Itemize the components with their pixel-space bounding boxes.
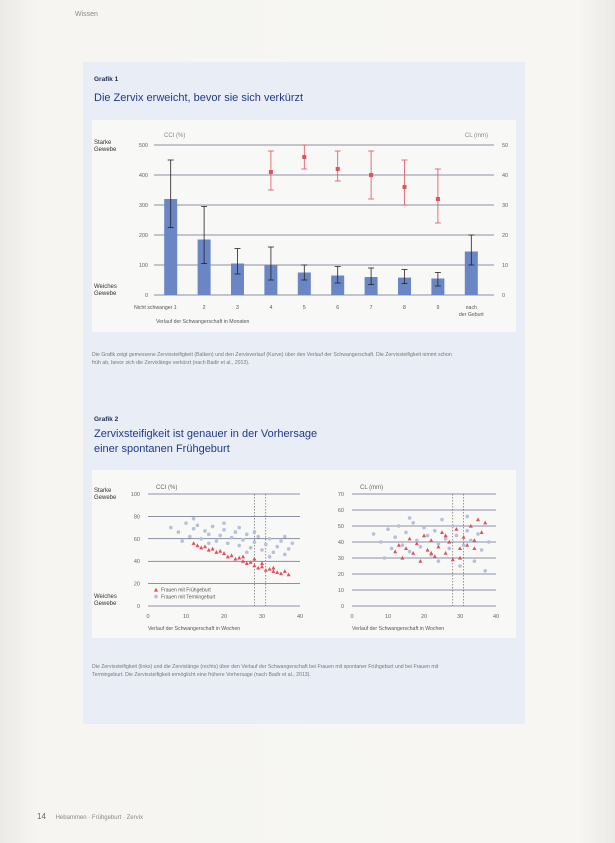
x-tick: 10 — [182, 614, 190, 620]
data-point-term — [253, 540, 257, 544]
data-point-preterm — [444, 551, 448, 555]
data-point-term — [291, 541, 295, 545]
x-tick: 20 — [220, 614, 228, 620]
data-point-preterm — [245, 561, 249, 565]
data-point-preterm — [404, 546, 408, 550]
data-point-term — [192, 517, 196, 521]
data-point-preterm — [408, 537, 412, 541]
data-point-preterm — [218, 549, 222, 553]
data-point-preterm — [418, 559, 422, 563]
data-point-preterm — [411, 551, 415, 555]
y-tick-right: 20 — [502, 233, 509, 239]
data-point-term — [283, 553, 287, 557]
data-point-preterm — [444, 533, 448, 537]
x-tick-label: 4 — [269, 305, 273, 311]
data-point — [302, 155, 306, 159]
data-point-preterm — [195, 543, 199, 547]
data-point-preterm — [222, 551, 226, 555]
x-tick-label: der Geburt — [458, 312, 484, 318]
data-point-term — [465, 515, 469, 519]
data-point-preterm — [476, 517, 480, 521]
running-header: Wissen — [75, 11, 98, 18]
graph1-chart — [92, 120, 516, 332]
data-point-term — [199, 537, 203, 541]
data-point-term — [272, 550, 276, 554]
data-point-term — [480, 548, 484, 552]
axis-left-title: CCI (%) — [164, 133, 186, 139]
data-point-preterm — [233, 557, 237, 561]
data-point-preterm — [433, 554, 437, 558]
data-point-preterm — [237, 556, 241, 560]
legend-marker-term — [154, 595, 158, 599]
y-tick: 100 — [130, 492, 140, 498]
data-point-preterm — [199, 546, 203, 550]
data-point-preterm — [203, 544, 207, 548]
data-point-preterm — [211, 547, 215, 551]
data-point-term — [253, 530, 257, 534]
y-tick: 30 — [337, 556, 344, 562]
data-point-preterm — [264, 568, 268, 572]
y-tick-left: 0 — [144, 293, 148, 299]
x-tick: 10 — [384, 614, 392, 620]
x-axis-title: Verlauf der Schwangerschaft in Wochen — [148, 626, 241, 632]
data-point-preterm — [469, 524, 473, 528]
graph2-title-line2: einer spontanen Frühgeburt — [94, 443, 230, 455]
y-tick-right: 30 — [502, 203, 509, 209]
data-point-preterm — [283, 569, 287, 573]
data-point-preterm — [454, 527, 458, 531]
data-point-preterm — [393, 549, 397, 553]
data-point-term — [203, 529, 207, 533]
data-point — [403, 185, 407, 189]
data-point-preterm — [483, 521, 487, 525]
x-tick: 30 — [258, 614, 266, 620]
legend-label-preterm: Frauen mit Frühgeburt — [161, 587, 211, 594]
x-tick-label: 6 — [336, 305, 340, 311]
data-point-term — [207, 541, 211, 545]
data-point-preterm — [279, 571, 283, 575]
data-point-preterm — [440, 530, 444, 534]
data-point-term — [440, 518, 444, 522]
data-point-term — [390, 547, 394, 551]
data-point-preterm — [260, 565, 264, 569]
data-point-preterm — [271, 566, 275, 570]
data-point-term — [218, 534, 222, 538]
data-point — [269, 170, 273, 174]
data-point-term — [379, 540, 383, 544]
y-tick-left: 500 — [138, 143, 148, 149]
y-tick-left: 200 — [138, 233, 148, 239]
data-point-preterm — [429, 538, 433, 542]
page-footer — [37, 812, 143, 821]
y-tick: 10 — [337, 588, 344, 594]
graph2-tag: Grafik 2 — [94, 416, 119, 423]
data-point-term — [180, 539, 184, 543]
data-point-term — [260, 548, 264, 552]
data-point-term — [487, 540, 491, 544]
data-point-term — [226, 541, 230, 545]
data-point-term — [177, 530, 181, 534]
data-point-term — [469, 539, 473, 543]
data-point-term — [393, 535, 397, 539]
data-point-term — [211, 525, 215, 529]
footer-text: Hebammen · Frühgeburt · Zervix — [55, 815, 143, 821]
data-point-term — [408, 516, 412, 520]
graph1-softness-label: Weiches Gewebe — [94, 284, 117, 297]
data-point-term — [241, 538, 245, 542]
y-tick: 60 — [133, 536, 140, 543]
graph2-chart — [92, 470, 516, 638]
axis-right-title: CL (mm) — [464, 133, 488, 139]
data-point-preterm — [472, 538, 476, 542]
graph1-caption: Die Grafik zeigt gemessene Zervixsteifigkeit (Balken) und den Zervixverlauf (Kurve) über den Verlauf der Schwangerschaft. Die Zervixsteifigkeit nimmt schon früh ab, bevor sich die Zervixlänge verkürzt (nach Badir et al., 2013). — [92, 352, 452, 366]
data-point-preterm — [252, 557, 256, 561]
data-point-term — [419, 545, 423, 549]
data-point-term — [451, 524, 455, 528]
data-point-term — [397, 524, 401, 528]
graph2-title-line1: Zervixsteifigkeit ist genauer in der Vorhersage — [94, 428, 318, 440]
graph1-hardness-label: Starke Gewebe — [94, 140, 117, 153]
data-point-term — [426, 534, 430, 538]
data-point-preterm — [465, 543, 469, 547]
data-point-term — [483, 569, 487, 573]
data-point-preterm — [271, 569, 275, 573]
data-point-preterm — [275, 570, 279, 574]
x-tick-label: 7 — [369, 305, 373, 311]
data-point-term — [473, 559, 477, 563]
data-point-preterm — [241, 555, 245, 559]
data-point-term — [401, 543, 405, 547]
data-point-term — [184, 521, 188, 525]
data-point-term — [268, 555, 272, 559]
data-point-term — [264, 543, 268, 547]
data-point-term — [458, 564, 462, 568]
y-tick: 70 — [337, 492, 344, 498]
data-point-preterm — [192, 541, 196, 545]
x-tick: 30 — [456, 614, 464, 620]
data-point-preterm — [447, 540, 451, 544]
x-tick-label: 2 — [202, 305, 206, 311]
data-point-term — [230, 536, 234, 540]
data-point-term — [408, 550, 412, 554]
data-point-preterm — [207, 548, 211, 552]
y-tick: 50 — [337, 524, 344, 530]
data-point-preterm — [260, 561, 264, 565]
data-point-term — [455, 534, 459, 538]
data-point-term — [222, 528, 226, 532]
data-point-term — [422, 526, 426, 530]
x-tick: 20 — [420, 614, 428, 620]
data-point-preterm — [214, 550, 218, 554]
data-point-term — [245, 550, 249, 554]
data-point-term — [196, 524, 200, 528]
data-point-preterm — [268, 567, 272, 571]
data-point-term — [476, 532, 480, 536]
y-tick: 20 — [133, 581, 140, 588]
data-point-term — [283, 535, 287, 539]
page-number: 14 — [37, 812, 46, 821]
data-point-term — [215, 539, 219, 543]
y-tick: 0 — [340, 604, 344, 610]
data-point-term — [287, 547, 291, 551]
x-tick-label: 9 — [436, 305, 440, 311]
content-box — [83, 62, 525, 724]
data-point-term — [237, 526, 241, 530]
x-tick-label: Nicht schwanger 1 — [134, 305, 177, 311]
x-tick-label: nach — [465, 305, 477, 311]
data-point-term — [188, 535, 192, 539]
data-point-term — [411, 521, 415, 525]
legend-marker-preterm — [154, 588, 158, 592]
graph2-caption: Die Zervixsteifigkeit (links) und die Zervixlänge (rechts) über den Verlauf der Schwangerschaft bei Frauen mit spontaner Frühgeburt und bei Frauen mit Termingeburt. Die Zervixsteifigkeit ermöglicht eine frühere Vorhersage (nach Badir et al., 2013). — [92, 664, 439, 678]
data-point-preterm — [458, 556, 462, 560]
graph1-title: Die Zervix erweicht, bevor sie sich verkürzt — [94, 92, 304, 104]
y-tick-right: 40 — [502, 173, 509, 179]
data-point — [336, 167, 340, 171]
data-point-preterm — [400, 556, 404, 560]
data-point-term — [444, 537, 448, 541]
data-point — [369, 173, 373, 177]
data-point-preterm — [397, 543, 401, 547]
data-point-preterm — [252, 563, 256, 567]
data-point-preterm — [462, 535, 466, 539]
y-tick: 60 — [337, 508, 344, 514]
data-point-term — [383, 556, 387, 560]
y-tick-right: 10 — [502, 263, 509, 269]
y-tick: 0 — [136, 604, 140, 610]
graph2-panel — [92, 470, 516, 638]
x-tick: 40 — [296, 614, 304, 620]
data-point-term — [404, 531, 408, 535]
data-point-term — [465, 529, 469, 533]
legend-label-term: Frauen mit Termingeburt — [161, 594, 216, 601]
data-point-term — [169, 526, 173, 530]
graph1-tag: Grafik 1 — [94, 76, 119, 83]
data-point-term — [249, 546, 253, 550]
data-point-term — [386, 527, 390, 531]
data-point-term — [437, 559, 441, 563]
data-point-preterm — [241, 559, 245, 563]
data-point-term — [275, 545, 279, 549]
data-point-term — [256, 535, 260, 539]
data-point-preterm — [426, 548, 430, 552]
data-point-preterm — [287, 572, 291, 576]
y-tick: 20 — [337, 572, 344, 578]
data-point-term — [192, 527, 196, 531]
data-point-preterm — [256, 566, 260, 570]
x-tick-label: 3 — [236, 305, 239, 311]
data-point-preterm — [458, 546, 462, 550]
x-tick: 40 — [492, 614, 500, 620]
data-point-term — [237, 544, 241, 548]
graph2-softness-label: Weiches Gewebe — [94, 594, 117, 607]
x-axis-title: Verlauf der Schwangerschaft in Wochen — [352, 626, 445, 632]
data-point-term — [279, 539, 283, 543]
data-point-term — [245, 533, 249, 537]
axis-title: CCI (%) — [156, 485, 178, 491]
y-tick-left: 400 — [138, 173, 148, 179]
data-point-preterm — [230, 553, 234, 557]
data-point-term — [207, 533, 211, 537]
y-tick: 80 — [133, 514, 140, 521]
data-point-preterm — [422, 533, 426, 537]
data-point-preterm — [226, 555, 230, 559]
data-point — [436, 197, 440, 201]
x-tick: 0 — [146, 614, 150, 620]
data-point-term — [462, 543, 466, 547]
data-point-term — [447, 547, 451, 551]
y-tick: 40 — [133, 559, 140, 566]
x-axis-title: Verlauf der Schwangerschaft in Monaten — [156, 319, 250, 325]
data-point-preterm — [480, 530, 484, 534]
y-tick-left: 100 — [138, 263, 148, 269]
y-tick-left: 300 — [138, 203, 148, 209]
data-point-term — [433, 529, 437, 533]
y-tick: 40 — [337, 540, 344, 546]
data-point-preterm — [436, 545, 440, 549]
data-point-term — [222, 521, 226, 525]
data-point-preterm — [429, 551, 433, 555]
data-point-term — [268, 537, 272, 541]
data-point-preterm — [249, 560, 253, 564]
data-point-term — [372, 532, 376, 536]
data-point-term — [234, 530, 238, 534]
x-tick-label: 5 — [302, 305, 306, 311]
graph1-panel — [92, 120, 516, 332]
x-tick: 0 — [350, 614, 354, 620]
y-tick-right: 50 — [502, 143, 509, 149]
graph2-hardness-label: Starke Gewebe — [94, 488, 117, 501]
x-tick-label: 8 — [403, 305, 406, 311]
y-tick-right: 0 — [502, 293, 506, 299]
data-point-preterm — [472, 546, 476, 550]
axis-title: CL (mm) — [360, 485, 384, 491]
